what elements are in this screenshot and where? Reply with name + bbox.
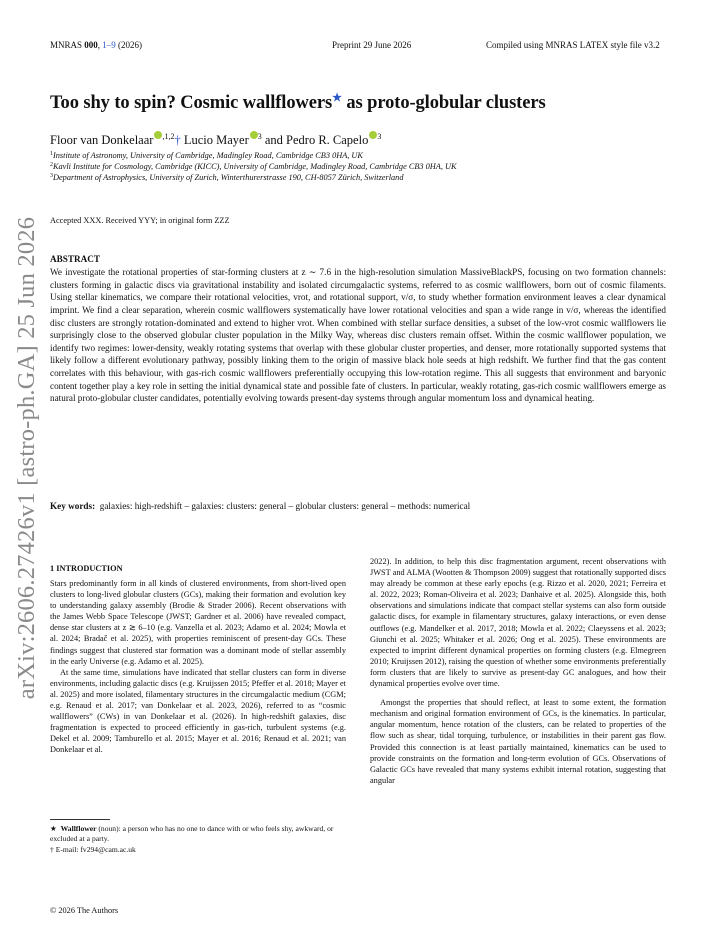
- title-footnote-star[interactable]: ★: [332, 92, 342, 104]
- footnote-wallflower: [50, 824, 348, 844]
- author-name-3: Pedro R. Capelo: [286, 133, 369, 147]
- footnote-mark: †: [50, 845, 54, 854]
- arxiv-id-text: arXiv:2606.27426v1 [astro-ph.GA] 25 Jun 2026: [13, 216, 40, 700]
- author-affil-3: 3: [377, 132, 382, 141]
- affiliation-text: Institute of Astronomy, University of Cambridge, Madingley Road, Cambridge CB3 0HA, UK: [53, 151, 363, 160]
- arxiv-identifier-stamp: [8, 216, 46, 700]
- intro-column-left: [50, 578, 346, 756]
- preprint-date: Preprint 29 June 2026: [332, 40, 412, 50]
- email-footnote-mark[interactable]: †: [174, 133, 181, 147]
- affiliation-2: [50, 162, 457, 171]
- paper-title: [50, 91, 546, 114]
- accepted-line: Accepted XXX. Received YYY; in original form ZZZ: [50, 216, 230, 225]
- affiliation-number: 3: [50, 173, 53, 179]
- keywords-line: [50, 501, 666, 511]
- author-join: and: [261, 133, 287, 147]
- journal-volume: 000: [84, 40, 98, 50]
- affiliation-1: [50, 151, 363, 160]
- intro-column-right: [370, 556, 666, 786]
- author-name-2: Lucio Mayer: [183, 133, 249, 147]
- author-affil-2: 3: [257, 132, 262, 141]
- section-heading: 1 INTRODUCTION: [50, 564, 123, 573]
- abstract-heading: ABSTRACT: [50, 254, 101, 264]
- intro-paragraph: Amongst the properties that should reflect, at least to some extent, the formation mechanism and original formation environment of GCs, is the kinematics. In particular, angular momentum, hence rotation of the clusters, can be related to properties of the flow such as shear, tidal torquing, turbulence, or instabilities in their parent gas flow. Provided this connection is at least partially maintained, kinematics can be used to provide constraints on the formation and long-term evolution of GCs. Observations of Galactic GCs have revealed that many systems exhibit internal rotation, suggesting that angular: [370, 698, 666, 785]
- footnote-term: Wallflower: [60, 824, 97, 833]
- title-main: Too shy to spin? Cosmic wallflowers: [50, 93, 333, 113]
- affiliation-text: Kavli Institute for Cosmology, Cambridge (KICC), University of Cambridge, Madingley Road, Cambridge CB3 0HA, UK: [53, 162, 457, 171]
- author-affil-1: ,1,2: [162, 132, 175, 141]
- footnote-email: [50, 845, 348, 855]
- journal-year: (2026): [118, 40, 143, 50]
- journal-name: MNRAS: [50, 40, 83, 50]
- affiliation-number: 2: [50, 162, 53, 168]
- journal-citation: MNRAS 000, 1–9 (2026): [50, 40, 143, 50]
- page-range-link[interactable]: 1–9: [102, 40, 116, 50]
- intro-paragraph: Stars predominantly form in all kinds of clustered environments, from short-lived open clusters to long-lived globular clusters (GCs), making their formation and evolution key to understanding galaxy assembly (Brodie & Strader 2006). Recent observations with the James Webb Space Telescope (JWST; Gardner et al. 2006) have revealed compact, dense star clusters at z ≳ 6–10 (e.g. Vanzella et al. 2023; Adamo et al. 2024; Mowla et al. 2024; Bradač et al. 2025), with properties reminiscent of present-day GCs. These findings suggest that clustered star formation was a dominant mode of stellar assembly in the early Universe (e.g. Adamo et al. 2025).: [50, 579, 346, 666]
- compiled-note: Compiled using MNRAS LATEX style file v3.2: [486, 40, 660, 50]
- footnote-divider: [50, 819, 110, 820]
- orcid-icon[interactable]: [250, 131, 258, 139]
- footnote-mark: ★: [50, 824, 57, 833]
- abstract-body: We investigate the rotational properties of star-forming clusters at z ∼ 7.6 in the high-resolution simulation MassiveBlackPS, focusing on two formation channels: clusters forming in galactic discs via gravitational instability and isolated circumgalactic systems, referred to as cosmic wallflowers, born out of cosmic filaments. Using stellar kinematics, we compare their rotational velocities, vrot, and rotational support, v/σ, to study whether formation environment leaves a clear dynamical imprint. We find a clear separation, wherein cosmic wallflowers systematically have lower rotational velocities and span a wide range in v/σ, whereas the identified disc clusters are strongly rotation-dominated and extend to higher vrot. When combined with stellar surface densities, a subset of the low-vrot cosmic wallflowers lie surprisingly close to the observed globular cluster population in the Milky Way, whereas disc clusters remain offset. Within the cosmic wallflower population, we identify two regimes: lower-density, weakly rotating systems that overlap with these globular cluster properties, and denser, more rotationally supported systems that likely follow a different evolutionary pathway, possibly linking them to the origin of massive black hole seeds at high redshift. We further find that the gas content correlates with this behaviour, with gas-rich cosmic wallflowers preferentially occupying this low-rotation regime. This all suggests that environment and baryonic content together play a key role in setting the initial dynamical state and possible fate of clusters. In particular, weakly rotating, gas-rich cosmic wallflowers emerge as natural proto-globular cluster candidates, potentially evolving towards present-day systems through angular momentum loss and dynamical heating.: [50, 267, 666, 404]
- footnotes: [50, 824, 348, 856]
- intro-paragraph: 2022). In addition, to help this disc fragmentation argument, recent observations with JWST and ALMA (Wootten & Thompson 2009) suggest that rotationally supported discs may already be common at these early epochs (e.g. Rizzo et al. 2020, 2021; Ferreira et al. 2022, 2023; Roman-Oliveira et al. 2023; Danhaive et al. 2025). Alongside this, both observations and simulations indicate that compact stellar systems can also form outside galactic discs, for example in filamentary structures, galaxy interactions, or even dense outflows (e.g. Mandelker et al. 2017, 2018; Mowla et al. 2022; Claeyssens et al. 2023; Giunchi et al. 2025; Whitaker et al. 2026; Ong et al. 2025). These environments are expected to imprint different dynamical properties on forming clusters (e.g. Elmegreen 2010; Kruijssen 2012), raising the question of whether some environments preferentially form clusters that are likely to survive as present-day GC analogues, and how their dynamical properties evolve over time.: [370, 557, 666, 689]
- keywords-list: galaxies: high-redshift – galaxies: clusters: general – globular clusters: general – methods: numerical: [99, 501, 471, 511]
- affiliation-3: [50, 173, 403, 182]
- intro-paragraph: At the same time, simulations have indicated that stellar clusters can form in diverse environments, including galactic discs (e.g. Kruijssen 2015; Pfeffer et al. 2018; Mayer et al. 2025) and more isolated, filamentary structures in the circumgalactic medium (CGM; e.g. Renaud et al. 2017; van Donkelaar et al. 2023, 2026), referred to as “cosmic wallflowers” (CWs) in van Donkelaar et al. (2026). In high-redshift galaxies, disc fragmentation is expected to proceed efficiently in gas-rich, turbulent systems (e.g. Dekel et al. 2009; Tamburello et al. 2015; Mayer et al. 2016; Renaud et al. 2021; van Donkelaar et al.: [50, 667, 346, 755]
- title-suffix: as proto-globular clusters: [341, 93, 546, 113]
- footnote-text: (noun): a person who has no one to dance with or who feels shy, awkward, or excluded at a party.: [50, 824, 334, 843]
- author-name-1: Floor van Donkelaar: [50, 133, 154, 147]
- affiliation-text: Department of Astrophysics, University of Zurich, Winterthurerstrasse 190, CH-8057 Zürich, Switzerland: [53, 173, 404, 182]
- author-list: [50, 131, 381, 148]
- copyright-notice: © 2026 The Authors: [50, 906, 119, 915]
- email-address[interactable]: E-mail: fv294@cam.ac.uk: [53, 845, 136, 854]
- affiliation-number: 1: [50, 151, 53, 157]
- keywords-label: Key words:: [50, 501, 96, 511]
